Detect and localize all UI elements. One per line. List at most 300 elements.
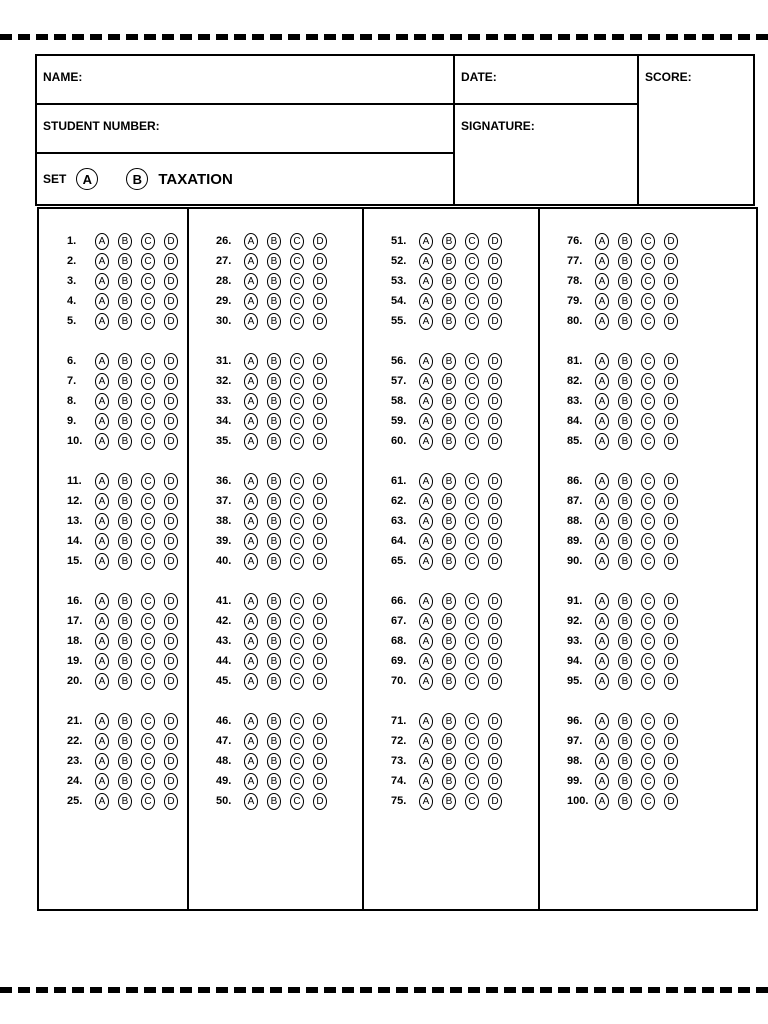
choice-bubble-c[interactable]: C xyxy=(465,633,479,650)
choice-bubble-d[interactable]: D xyxy=(313,753,327,770)
choice-bubble-b[interactable]: B xyxy=(267,613,281,630)
choice-bubble-c[interactable]: C xyxy=(641,273,655,290)
choice-bubble-d[interactable]: D xyxy=(664,793,678,810)
choice-bubble-c[interactable]: C xyxy=(290,753,304,770)
choice-bubble-d[interactable]: D xyxy=(164,533,178,550)
choice-bubble-d[interactable]: D xyxy=(313,533,327,550)
choice-bubble-c[interactable]: C xyxy=(641,533,655,550)
choice-bubble-d[interactable]: D xyxy=(164,253,178,270)
choice-bubble-c[interactable]: C xyxy=(641,513,655,530)
choice-bubble-a[interactable]: A xyxy=(244,393,258,410)
choice-bubble-b[interactable]: B xyxy=(442,473,456,490)
choice-bubble-c[interactable]: C xyxy=(290,673,304,690)
choice-bubble-c[interactable]: C xyxy=(290,533,304,550)
choice-bubble-a[interactable]: A xyxy=(95,513,109,530)
choice-bubble-c[interactable]: C xyxy=(465,513,479,530)
choice-bubble-d[interactable]: D xyxy=(164,313,178,330)
choice-bubble-a[interactable]: A xyxy=(419,513,433,530)
choice-bubble-d[interactable]: D xyxy=(664,313,678,330)
choice-bubble-c[interactable]: C xyxy=(465,533,479,550)
choice-bubble-a[interactable]: A xyxy=(595,673,609,690)
choice-bubble-b[interactable]: B xyxy=(442,373,456,390)
choice-bubble-c[interactable]: C xyxy=(641,773,655,790)
choice-bubble-d[interactable]: D xyxy=(313,313,327,330)
choice-bubble-d[interactable]: D xyxy=(164,513,178,530)
choice-bubble-b[interactable]: B xyxy=(442,233,456,250)
choice-bubble-c[interactable]: C xyxy=(641,433,655,450)
choice-bubble-c[interactable]: C xyxy=(290,293,304,310)
choice-bubble-d[interactable]: D xyxy=(164,493,178,510)
choice-bubble-a[interactable]: A xyxy=(595,733,609,750)
choice-bubble-c[interactable]: C xyxy=(465,713,479,730)
choice-bubble-d[interactable]: D xyxy=(313,413,327,430)
choice-bubble-d[interactable]: D xyxy=(313,233,327,250)
choice-bubble-c[interactable]: C xyxy=(141,313,155,330)
choice-bubble-b[interactable]: B xyxy=(618,313,632,330)
choice-bubble-c[interactable]: C xyxy=(641,553,655,570)
choice-bubble-b[interactable]: B xyxy=(118,373,132,390)
choice-bubble-a[interactable]: A xyxy=(595,393,609,410)
choice-bubble-d[interactable]: D xyxy=(313,733,327,750)
choice-bubble-d[interactable]: D xyxy=(488,673,502,690)
choice-bubble-d[interactable]: D xyxy=(664,613,678,630)
choice-bubble-c[interactable]: C xyxy=(641,673,655,690)
choice-bubble-a[interactable]: A xyxy=(595,313,609,330)
choice-bubble-c[interactable]: C xyxy=(141,533,155,550)
choice-bubble-c[interactable]: C xyxy=(641,313,655,330)
choice-bubble-a[interactable]: A xyxy=(95,413,109,430)
choice-bubble-d[interactable]: D xyxy=(664,593,678,610)
choice-bubble-b[interactable]: B xyxy=(267,753,281,770)
choice-bubble-b[interactable]: B xyxy=(118,233,132,250)
choice-bubble-a[interactable]: A xyxy=(95,393,109,410)
choice-bubble-d[interactable]: D xyxy=(664,553,678,570)
score-field[interactable] xyxy=(639,56,753,204)
choice-bubble-d[interactable]: D xyxy=(488,413,502,430)
choice-bubble-a[interactable]: A xyxy=(595,773,609,790)
choice-bubble-b[interactable]: B xyxy=(442,513,456,530)
choice-bubble-a[interactable]: A xyxy=(244,753,258,770)
choice-bubble-c[interactable]: C xyxy=(641,353,655,370)
choice-bubble-c[interactable]: C xyxy=(465,773,479,790)
choice-bubble-d[interactable]: D xyxy=(313,473,327,490)
choice-bubble-a[interactable]: A xyxy=(95,273,109,290)
choice-bubble-a[interactable]: A xyxy=(95,293,109,310)
choice-bubble-b[interactable]: B xyxy=(118,553,132,570)
choice-bubble-d[interactable]: D xyxy=(164,433,178,450)
choice-bubble-a[interactable]: A xyxy=(419,493,433,510)
choice-bubble-c[interactable]: C xyxy=(641,633,655,650)
choice-bubble-d[interactable]: D xyxy=(313,613,327,630)
choice-bubble-b[interactable]: B xyxy=(267,393,281,410)
choice-bubble-a[interactable]: A xyxy=(595,533,609,550)
choice-bubble-b[interactable]: B xyxy=(267,273,281,290)
choice-bubble-b[interactable]: B xyxy=(267,673,281,690)
choice-bubble-c[interactable]: C xyxy=(141,653,155,670)
choice-bubble-b[interactable]: B xyxy=(118,413,132,430)
choice-bubble-b[interactable]: B xyxy=(442,253,456,270)
choice-bubble-a[interactable]: A xyxy=(244,553,258,570)
choice-bubble-c[interactable]: C xyxy=(465,733,479,750)
choice-bubble-d[interactable]: D xyxy=(488,293,502,310)
choice-bubble-d[interactable]: D xyxy=(313,293,327,310)
choice-bubble-a[interactable]: A xyxy=(595,253,609,270)
choice-bubble-b[interactable]: B xyxy=(442,393,456,410)
choice-bubble-a[interactable]: A xyxy=(595,493,609,510)
choice-bubble-b[interactable]: B xyxy=(618,793,632,810)
choice-bubble-a[interactable]: A xyxy=(419,613,433,630)
choice-bubble-c[interactable]: C xyxy=(141,433,155,450)
choice-bubble-b[interactable]: B xyxy=(618,593,632,610)
choice-bubble-b[interactable]: B xyxy=(618,773,632,790)
choice-bubble-d[interactable]: D xyxy=(488,713,502,730)
choice-bubble-d[interactable]: D xyxy=(488,753,502,770)
choice-bubble-b[interactable]: B xyxy=(118,713,132,730)
choice-bubble-c[interactable]: C xyxy=(290,613,304,630)
choice-bubble-c[interactable]: C xyxy=(641,713,655,730)
choice-bubble-d[interactable]: D xyxy=(488,373,502,390)
choice-bubble-c[interactable]: C xyxy=(465,353,479,370)
choice-bubble-d[interactable]: D xyxy=(488,553,502,570)
choice-bubble-c[interactable]: C xyxy=(465,433,479,450)
choice-bubble-d[interactable]: D xyxy=(313,373,327,390)
choice-bubble-b[interactable]: B xyxy=(267,633,281,650)
choice-bubble-d[interactable]: D xyxy=(664,653,678,670)
choice-bubble-c[interactable]: C xyxy=(141,713,155,730)
choice-bubble-a[interactable]: A xyxy=(95,493,109,510)
choice-bubble-d[interactable]: D xyxy=(664,253,678,270)
choice-bubble-a[interactable]: A xyxy=(595,553,609,570)
choice-bubble-b[interactable]: B xyxy=(267,533,281,550)
choice-bubble-d[interactable]: D xyxy=(164,473,178,490)
choice-bubble-a[interactable]: A xyxy=(595,513,609,530)
choice-bubble-c[interactable]: C xyxy=(641,393,655,410)
choice-bubble-d[interactable]: D xyxy=(164,233,178,250)
choice-bubble-c[interactable]: C xyxy=(641,413,655,430)
choice-bubble-c[interactable]: C xyxy=(465,753,479,770)
choice-bubble-b[interactable]: B xyxy=(618,293,632,310)
choice-bubble-d[interactable]: D xyxy=(313,393,327,410)
choice-bubble-a[interactable]: A xyxy=(244,533,258,550)
choice-bubble-b[interactable]: B xyxy=(267,553,281,570)
choice-bubble-c[interactable]: C xyxy=(141,353,155,370)
choice-bubble-b[interactable]: B xyxy=(442,413,456,430)
choice-bubble-c[interactable]: C xyxy=(641,233,655,250)
choice-bubble-c[interactable]: C xyxy=(290,433,304,450)
choice-bubble-d[interactable]: D xyxy=(164,633,178,650)
choice-bubble-b[interactable]: B xyxy=(442,793,456,810)
choice-bubble-b[interactable]: B xyxy=(267,353,281,370)
choice-bubble-a[interactable]: A xyxy=(595,473,609,490)
choice-bubble-b[interactable]: B xyxy=(118,753,132,770)
choice-bubble-d[interactable]: D xyxy=(164,733,178,750)
choice-bubble-d[interactable]: D xyxy=(664,353,678,370)
choice-bubble-a[interactable]: A xyxy=(595,753,609,770)
choice-bubble-c[interactable]: C xyxy=(465,273,479,290)
choice-bubble-b[interactable]: B xyxy=(267,373,281,390)
choice-bubble-d[interactable]: D xyxy=(488,233,502,250)
choice-bubble-b[interactable]: B xyxy=(442,313,456,330)
choice-bubble-b[interactable]: B xyxy=(618,633,632,650)
choice-bubble-a[interactable]: A xyxy=(595,353,609,370)
choice-bubble-b[interactable]: B xyxy=(118,633,132,650)
choice-bubble-b[interactable]: B xyxy=(267,293,281,310)
choice-bubble-d[interactable]: D xyxy=(664,413,678,430)
student-number-field[interactable] xyxy=(37,105,455,154)
choice-bubble-b[interactable]: B xyxy=(118,273,132,290)
choice-bubble-a[interactable]: A xyxy=(244,433,258,450)
choice-bubble-d[interactable]: D xyxy=(313,273,327,290)
choice-bubble-a[interactable]: A xyxy=(95,473,109,490)
date-field[interactable] xyxy=(455,56,639,105)
choice-bubble-d[interactable]: D xyxy=(313,493,327,510)
choice-bubble-a[interactable]: A xyxy=(244,353,258,370)
choice-bubble-d[interactable]: D xyxy=(664,473,678,490)
choice-bubble-c[interactable]: C xyxy=(290,393,304,410)
choice-bubble-c[interactable]: C xyxy=(141,413,155,430)
choice-bubble-b[interactable]: B xyxy=(618,253,632,270)
choice-bubble-a[interactable]: A xyxy=(419,473,433,490)
choice-bubble-a[interactable]: A xyxy=(95,373,109,390)
choice-bubble-a[interactable]: A xyxy=(595,273,609,290)
choice-bubble-a[interactable]: A xyxy=(595,433,609,450)
choice-bubble-c[interactable]: C xyxy=(290,313,304,330)
choice-bubble-b[interactable]: B xyxy=(118,653,132,670)
choice-bubble-c[interactable]: C xyxy=(290,273,304,290)
choice-bubble-b[interactable]: B xyxy=(618,533,632,550)
choice-bubble-a[interactable]: A xyxy=(419,253,433,270)
choice-bubble-a[interactable]: A xyxy=(95,793,109,810)
choice-bubble-b[interactable]: B xyxy=(118,613,132,630)
choice-bubble-c[interactable]: C xyxy=(465,673,479,690)
choice-bubble-d[interactable]: D xyxy=(313,353,327,370)
choice-bubble-d[interactable]: D xyxy=(488,273,502,290)
choice-bubble-d[interactable]: D xyxy=(164,713,178,730)
choice-bubble-a[interactable]: A xyxy=(419,353,433,370)
choice-bubble-c[interactable]: C xyxy=(641,253,655,270)
choice-bubble-c[interactable]: C xyxy=(290,473,304,490)
choice-bubble-d[interactable]: D xyxy=(664,293,678,310)
choice-bubble-c[interactable]: C xyxy=(465,493,479,510)
choice-bubble-b[interactable]: B xyxy=(118,253,132,270)
choice-bubble-d[interactable]: D xyxy=(164,673,178,690)
choice-bubble-a[interactable]: A xyxy=(244,493,258,510)
choice-bubble-b[interactable]: B xyxy=(118,513,132,530)
choice-bubble-b[interactable]: B xyxy=(442,353,456,370)
choice-bubble-d[interactable]: D xyxy=(664,273,678,290)
choice-bubble-d[interactable]: D xyxy=(664,753,678,770)
choice-bubble-b[interactable]: B xyxy=(118,673,132,690)
choice-bubble-a[interactable]: A xyxy=(244,253,258,270)
choice-bubble-a[interactable]: A xyxy=(419,773,433,790)
choice-bubble-c[interactable]: C xyxy=(290,773,304,790)
choice-bubble-b[interactable]: B xyxy=(267,413,281,430)
choice-bubble-a[interactable]: A xyxy=(95,533,109,550)
choice-bubble-b[interactable]: B xyxy=(618,433,632,450)
choice-bubble-d[interactable]: D xyxy=(488,793,502,810)
choice-bubble-b[interactable]: B xyxy=(442,613,456,630)
choice-bubble-c[interactable]: C xyxy=(465,653,479,670)
choice-bubble-a[interactable]: A xyxy=(244,713,258,730)
choice-bubble-d[interactable]: D xyxy=(488,493,502,510)
choice-bubble-a[interactable]: A xyxy=(595,593,609,610)
choice-bubble-c[interactable]: C xyxy=(465,253,479,270)
choice-bubble-d[interactable]: D xyxy=(164,293,178,310)
choice-bubble-c[interactable]: C xyxy=(141,613,155,630)
choice-bubble-d[interactable]: D xyxy=(488,433,502,450)
choice-bubble-a[interactable]: A xyxy=(419,713,433,730)
choice-bubble-d[interactable]: D xyxy=(488,353,502,370)
choice-bubble-a[interactable]: A xyxy=(95,673,109,690)
choice-bubble-d[interactable]: D xyxy=(313,653,327,670)
choice-bubble-d[interactable]: D xyxy=(664,393,678,410)
choice-bubble-b[interactable]: B xyxy=(618,553,632,570)
choice-bubble-d[interactable]: D xyxy=(313,713,327,730)
choice-bubble-c[interactable]: C xyxy=(290,493,304,510)
choice-bubble-a[interactable]: A xyxy=(95,593,109,610)
choice-bubble-c[interactable]: C xyxy=(141,373,155,390)
choice-bubble-a[interactable]: A xyxy=(595,293,609,310)
choice-bubble-d[interactable]: D xyxy=(488,513,502,530)
choice-bubble-d[interactable]: D xyxy=(313,793,327,810)
choice-bubble-b[interactable]: B xyxy=(267,593,281,610)
choice-bubble-b[interactable]: B xyxy=(442,673,456,690)
choice-bubble-d[interactable]: D xyxy=(664,493,678,510)
choice-bubble-c[interactable]: C xyxy=(141,233,155,250)
choice-bubble-b[interactable]: B xyxy=(267,513,281,530)
choice-bubble-b[interactable]: B xyxy=(442,753,456,770)
choice-bubble-c[interactable]: C xyxy=(141,593,155,610)
choice-bubble-a[interactable]: A xyxy=(244,773,258,790)
choice-bubble-a[interactable]: A xyxy=(95,313,109,330)
choice-bubble-d[interactable]: D xyxy=(488,653,502,670)
choice-bubble-b[interactable]: B xyxy=(442,553,456,570)
choice-bubble-c[interactable]: C xyxy=(465,413,479,430)
choice-bubble-c[interactable]: C xyxy=(290,413,304,430)
choice-bubble-b[interactable]: B xyxy=(618,713,632,730)
choice-bubble-d[interactable]: D xyxy=(488,633,502,650)
choice-bubble-b[interactable]: B xyxy=(618,653,632,670)
choice-bubble-a[interactable]: A xyxy=(95,353,109,370)
choice-bubble-b[interactable]: B xyxy=(618,673,632,690)
choice-bubble-b[interactable]: B xyxy=(442,593,456,610)
choice-bubble-b[interactable]: B xyxy=(118,293,132,310)
choice-bubble-d[interactable]: D xyxy=(664,513,678,530)
choice-bubble-c[interactable]: C xyxy=(641,373,655,390)
choice-bubble-d[interactable]: D xyxy=(488,393,502,410)
choice-bubble-c[interactable]: C xyxy=(465,373,479,390)
choice-bubble-a[interactable]: A xyxy=(95,713,109,730)
choice-bubble-a[interactable]: A xyxy=(95,633,109,650)
choice-bubble-d[interactable]: D xyxy=(164,353,178,370)
choice-bubble-d[interactable]: D xyxy=(164,753,178,770)
choice-bubble-c[interactable]: C xyxy=(641,593,655,610)
set-b-bubble[interactable]: B xyxy=(126,168,148,190)
choice-bubble-c[interactable]: C xyxy=(141,793,155,810)
choice-bubble-c[interactable]: C xyxy=(465,233,479,250)
choice-bubble-b[interactable]: B xyxy=(267,233,281,250)
choice-bubble-b[interactable]: B xyxy=(442,433,456,450)
choice-bubble-d[interactable]: D xyxy=(313,253,327,270)
choice-bubble-c[interactable]: C xyxy=(290,373,304,390)
choice-bubble-b[interactable]: B xyxy=(442,653,456,670)
choice-bubble-a[interactable]: A xyxy=(419,533,433,550)
choice-bubble-c[interactable]: C xyxy=(465,793,479,810)
choice-bubble-d[interactable]: D xyxy=(164,773,178,790)
choice-bubble-b[interactable]: B xyxy=(118,793,132,810)
choice-bubble-c[interactable]: C xyxy=(641,293,655,310)
choice-bubble-b[interactable]: B xyxy=(118,533,132,550)
choice-bubble-c[interactable]: C xyxy=(465,293,479,310)
choice-bubble-b[interactable]: B xyxy=(442,493,456,510)
choice-bubble-a[interactable]: A xyxy=(419,413,433,430)
choice-bubble-b[interactable]: B xyxy=(618,613,632,630)
choice-bubble-c[interactable]: C xyxy=(141,553,155,570)
choice-bubble-b[interactable]: B xyxy=(618,753,632,770)
choice-bubble-d[interactable]: D xyxy=(313,673,327,690)
choice-bubble-c[interactable]: C xyxy=(465,473,479,490)
choice-bubble-b[interactable]: B xyxy=(118,353,132,370)
choice-bubble-a[interactable]: A xyxy=(95,553,109,570)
choice-bubble-c[interactable]: C xyxy=(465,553,479,570)
choice-bubble-d[interactable]: D xyxy=(488,613,502,630)
choice-bubble-a[interactable]: A xyxy=(95,753,109,770)
choice-bubble-b[interactable]: B xyxy=(442,773,456,790)
choice-bubble-a[interactable]: A xyxy=(244,733,258,750)
choice-bubble-a[interactable]: A xyxy=(244,633,258,650)
choice-bubble-b[interactable]: B xyxy=(618,273,632,290)
choice-bubble-d[interactable]: D xyxy=(488,313,502,330)
choice-bubble-c[interactable]: C xyxy=(290,653,304,670)
choice-bubble-a[interactable]: A xyxy=(595,233,609,250)
choice-bubble-d[interactable]: D xyxy=(664,533,678,550)
choice-bubble-d[interactable]: D xyxy=(664,673,678,690)
choice-bubble-d[interactable]: D xyxy=(313,553,327,570)
choice-bubble-c[interactable]: C xyxy=(290,793,304,810)
choice-bubble-b[interactable]: B xyxy=(118,493,132,510)
choice-bubble-b[interactable]: B xyxy=(442,713,456,730)
choice-bubble-b[interactable]: B xyxy=(267,653,281,670)
choice-bubble-a[interactable]: A xyxy=(419,653,433,670)
choice-bubble-d[interactable]: D xyxy=(164,593,178,610)
choice-bubble-a[interactable]: A xyxy=(244,593,258,610)
choice-bubble-b[interactable]: B xyxy=(618,493,632,510)
choice-bubble-a[interactable]: A xyxy=(595,413,609,430)
choice-bubble-d[interactable]: D xyxy=(164,373,178,390)
choice-bubble-b[interactable]: B xyxy=(618,733,632,750)
choice-bubble-d[interactable]: D xyxy=(664,713,678,730)
choice-bubble-a[interactable]: A xyxy=(419,433,433,450)
choice-bubble-c[interactable]: C xyxy=(141,753,155,770)
choice-bubble-b[interactable]: B xyxy=(442,293,456,310)
choice-bubble-c[interactable]: C xyxy=(641,653,655,670)
choice-bubble-a[interactable]: A xyxy=(419,673,433,690)
choice-bubble-b[interactable]: B xyxy=(267,433,281,450)
choice-bubble-a[interactable]: A xyxy=(95,733,109,750)
choice-bubble-c[interactable]: C xyxy=(141,293,155,310)
choice-bubble-a[interactable]: A xyxy=(419,293,433,310)
choice-bubble-c[interactable]: C xyxy=(290,553,304,570)
choice-bubble-d[interactable]: D xyxy=(488,253,502,270)
choice-bubble-b[interactable]: B xyxy=(118,733,132,750)
choice-bubble-c[interactable]: C xyxy=(641,793,655,810)
choice-bubble-a[interactable]: A xyxy=(419,393,433,410)
choice-bubble-b[interactable]: B xyxy=(442,273,456,290)
choice-bubble-b[interactable]: B xyxy=(267,473,281,490)
choice-bubble-d[interactable]: D xyxy=(664,433,678,450)
choice-bubble-c[interactable]: C xyxy=(290,353,304,370)
choice-bubble-c[interactable]: C xyxy=(641,733,655,750)
